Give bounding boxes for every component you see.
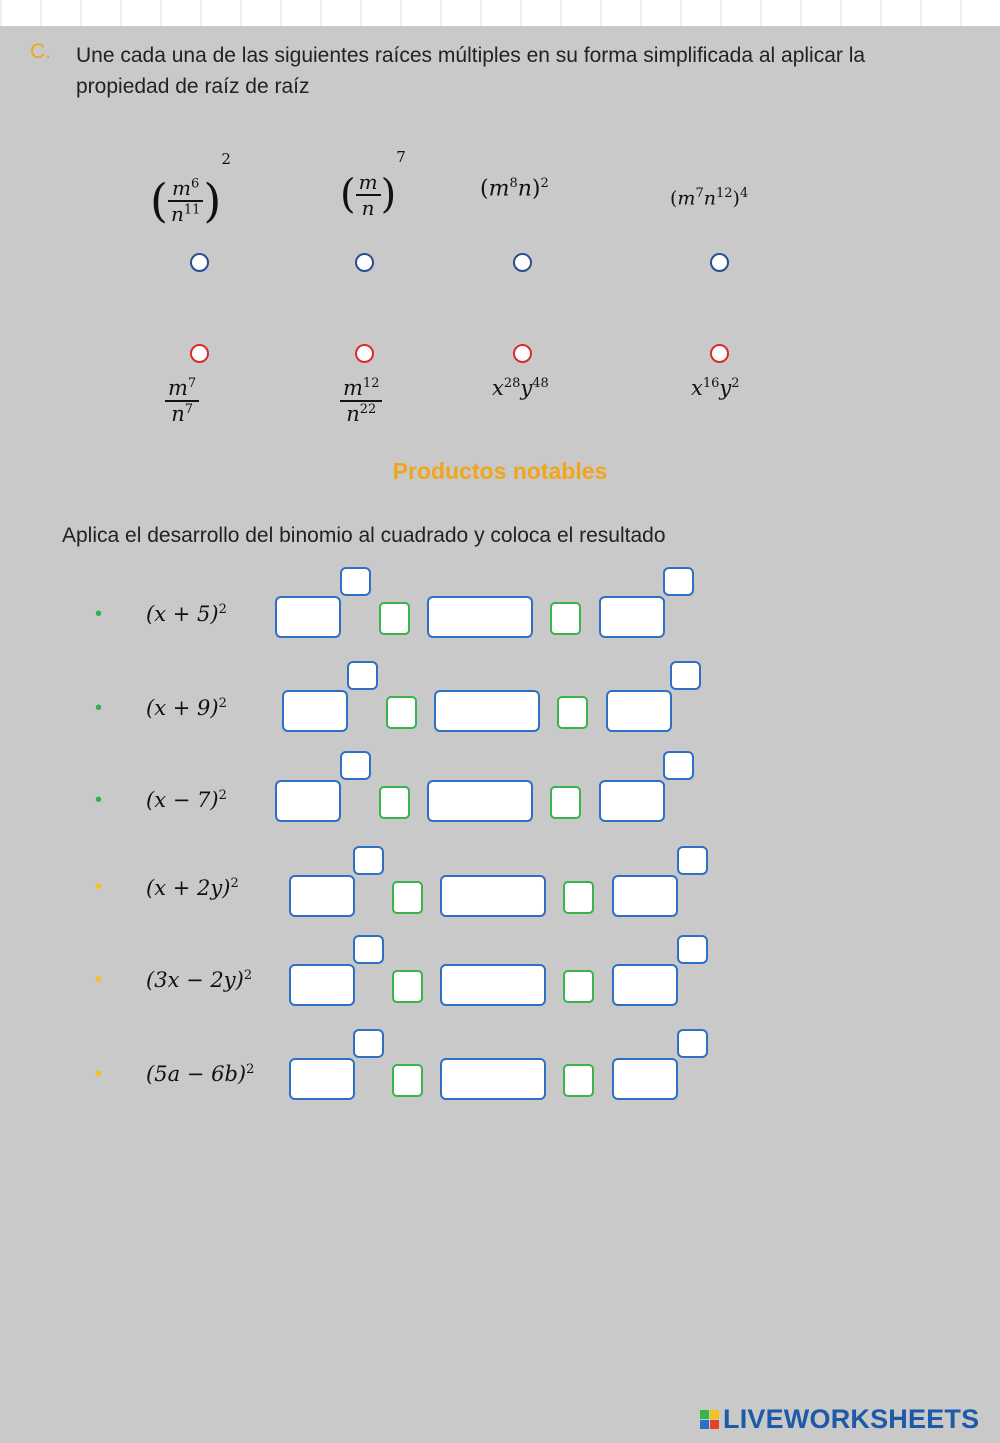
section-label: C.	[30, 40, 51, 63]
term1-input[interactable]	[282, 690, 348, 732]
operator1-input[interactable]	[392, 1064, 423, 1097]
operator2-input[interactable]	[550, 786, 581, 819]
paren-close: )	[380, 171, 397, 218]
bullet: •	[95, 876, 103, 898]
bullet: •	[95, 969, 103, 991]
background-doodle	[15, 1160, 109, 1284]
num-base: m	[358, 169, 378, 194]
term1-exponent-input[interactable]	[353, 935, 384, 964]
operator2-input[interactable]	[550, 602, 581, 635]
term1-exponent-input[interactable]	[353, 1029, 384, 1058]
term3-input[interactable]	[612, 875, 678, 917]
match-dot-top-4[interactable]	[710, 253, 729, 272]
paren-close: )	[203, 173, 222, 228]
num-exp: 6	[191, 175, 200, 191]
term3-exponent-input[interactable]	[663, 567, 694, 596]
term1-input[interactable]	[289, 875, 355, 917]
term3-exponent-input[interactable]	[663, 751, 694, 780]
binomial-expr-4: $(x + 2y)^2$	[146, 876, 239, 900]
term2-input[interactable]	[427, 780, 533, 822]
match-dot-top-1[interactable]	[190, 253, 209, 272]
operator2-input[interactable]	[557, 696, 588, 729]
match-top-expr-3: $(m^8n)^2$	[480, 176, 549, 202]
match-top-expr-2	[340, 148, 406, 220]
fraction: $\frac{m^7}{n^7}$	[165, 376, 199, 426]
products-heading: Productos notables	[392, 458, 608, 484]
background-doodle	[880, 120, 954, 214]
fraction: $\frac{m^{12}}{n^{22}}$	[340, 376, 382, 426]
binomial-expr-5: $(3x - 2y)^2$	[146, 968, 253, 992]
binomial-expr-1: $(x + 5)^2$	[146, 602, 227, 626]
operator2-input[interactable]	[563, 881, 594, 914]
match-bottom-expr-4: $x^{16}y^2$	[691, 376, 740, 400]
background-doodle	[860, 1170, 974, 1304]
match-dot-top-2[interactable]	[355, 253, 374, 272]
match-dot-top-3[interactable]	[513, 253, 532, 272]
bullet: •	[95, 1063, 103, 1085]
term2-input[interactable]	[440, 964, 546, 1006]
outer-exp: 7	[396, 148, 406, 166]
paren-open: (	[150, 173, 168, 228]
liveworksheets-logo	[700, 1404, 979, 1435]
term1-exponent-input[interactable]	[340, 567, 371, 596]
match-bottom-expr-2	[340, 376, 382, 426]
term1-input[interactable]	[289, 1058, 355, 1100]
den-base: n	[170, 201, 184, 226]
term3-exponent-input[interactable]	[677, 846, 708, 875]
term2-input[interactable]	[440, 1058, 546, 1100]
operator1-input[interactable]	[379, 786, 410, 819]
term1-exponent-input[interactable]	[340, 751, 371, 780]
match-bottom-expr-1	[165, 376, 199, 426]
logo-mark-icon	[700, 1410, 719, 1429]
background-doodle	[12, 120, 66, 234]
products-instruction: Aplica el desarrollo del binomio al cuadrado y coloca el resultado	[62, 524, 666, 547]
operator1-input[interactable]	[386, 696, 417, 729]
term3-exponent-input[interactable]	[677, 1029, 708, 1058]
bullet: •	[95, 603, 103, 625]
operator1-input[interactable]	[379, 602, 410, 635]
background-doodle	[905, 740, 989, 854]
term2-input[interactable]	[440, 875, 546, 917]
term3-input[interactable]	[599, 780, 665, 822]
term3-input[interactable]	[612, 964, 678, 1006]
match-dot-bottom-1[interactable]	[190, 344, 209, 363]
term1-input[interactable]	[289, 964, 355, 1006]
term2-input[interactable]	[427, 596, 533, 638]
fraction	[168, 176, 203, 226]
den-exp: 11	[183, 201, 201, 217]
operator1-input[interactable]	[392, 881, 423, 914]
term1-input[interactable]	[275, 780, 341, 822]
term3-input[interactable]	[599, 596, 665, 638]
binomial-expr-3: $(x - 7)^2$	[146, 788, 227, 812]
operator1-input[interactable]	[392, 970, 423, 1003]
background-doodle	[400, 1230, 524, 1324]
binomial-expr-2: $(x + 9)^2$	[146, 696, 227, 720]
bullet: •	[95, 697, 103, 719]
match-top-expr-1	[150, 150, 231, 226]
match-dot-bottom-3[interactable]	[513, 344, 532, 363]
term1-exponent-input[interactable]	[353, 846, 384, 875]
den-base: n	[356, 194, 381, 220]
fraction	[356, 170, 381, 220]
outer-exp: 2	[221, 150, 231, 168]
term3-exponent-input[interactable]	[670, 661, 701, 690]
operator2-input[interactable]	[563, 970, 594, 1003]
logo-text: LIVEWORKSHEETS	[723, 1404, 980, 1434]
term2-input[interactable]	[434, 690, 540, 732]
term1-exponent-input[interactable]	[347, 661, 378, 690]
term1-input[interactable]	[275, 596, 341, 638]
bullet: •	[95, 789, 103, 811]
term3-exponent-input[interactable]	[677, 935, 708, 964]
match-dot-bottom-4[interactable]	[710, 344, 729, 363]
num-base: m	[172, 175, 192, 200]
term3-input[interactable]	[612, 1058, 678, 1100]
operator2-input[interactable]	[563, 1064, 594, 1097]
term3-input[interactable]	[606, 690, 672, 732]
match-bottom-expr-3: $x^{28}y^{48}$	[492, 376, 549, 400]
binomial-expr-6: $(5a - 6b)^2$	[146, 1062, 255, 1086]
paren-open: (	[340, 171, 356, 218]
top-decorative-band	[0, 0, 1000, 26]
match-dot-bottom-2[interactable]	[355, 344, 374, 363]
section-title: Une cada una de las siguientes raíces múltiples en su forma simplificada al aplicar la propiedad de raíz de raíz	[76, 44, 866, 98]
match-top-expr-4: $(m^7n^{12})^4$	[670, 186, 749, 210]
